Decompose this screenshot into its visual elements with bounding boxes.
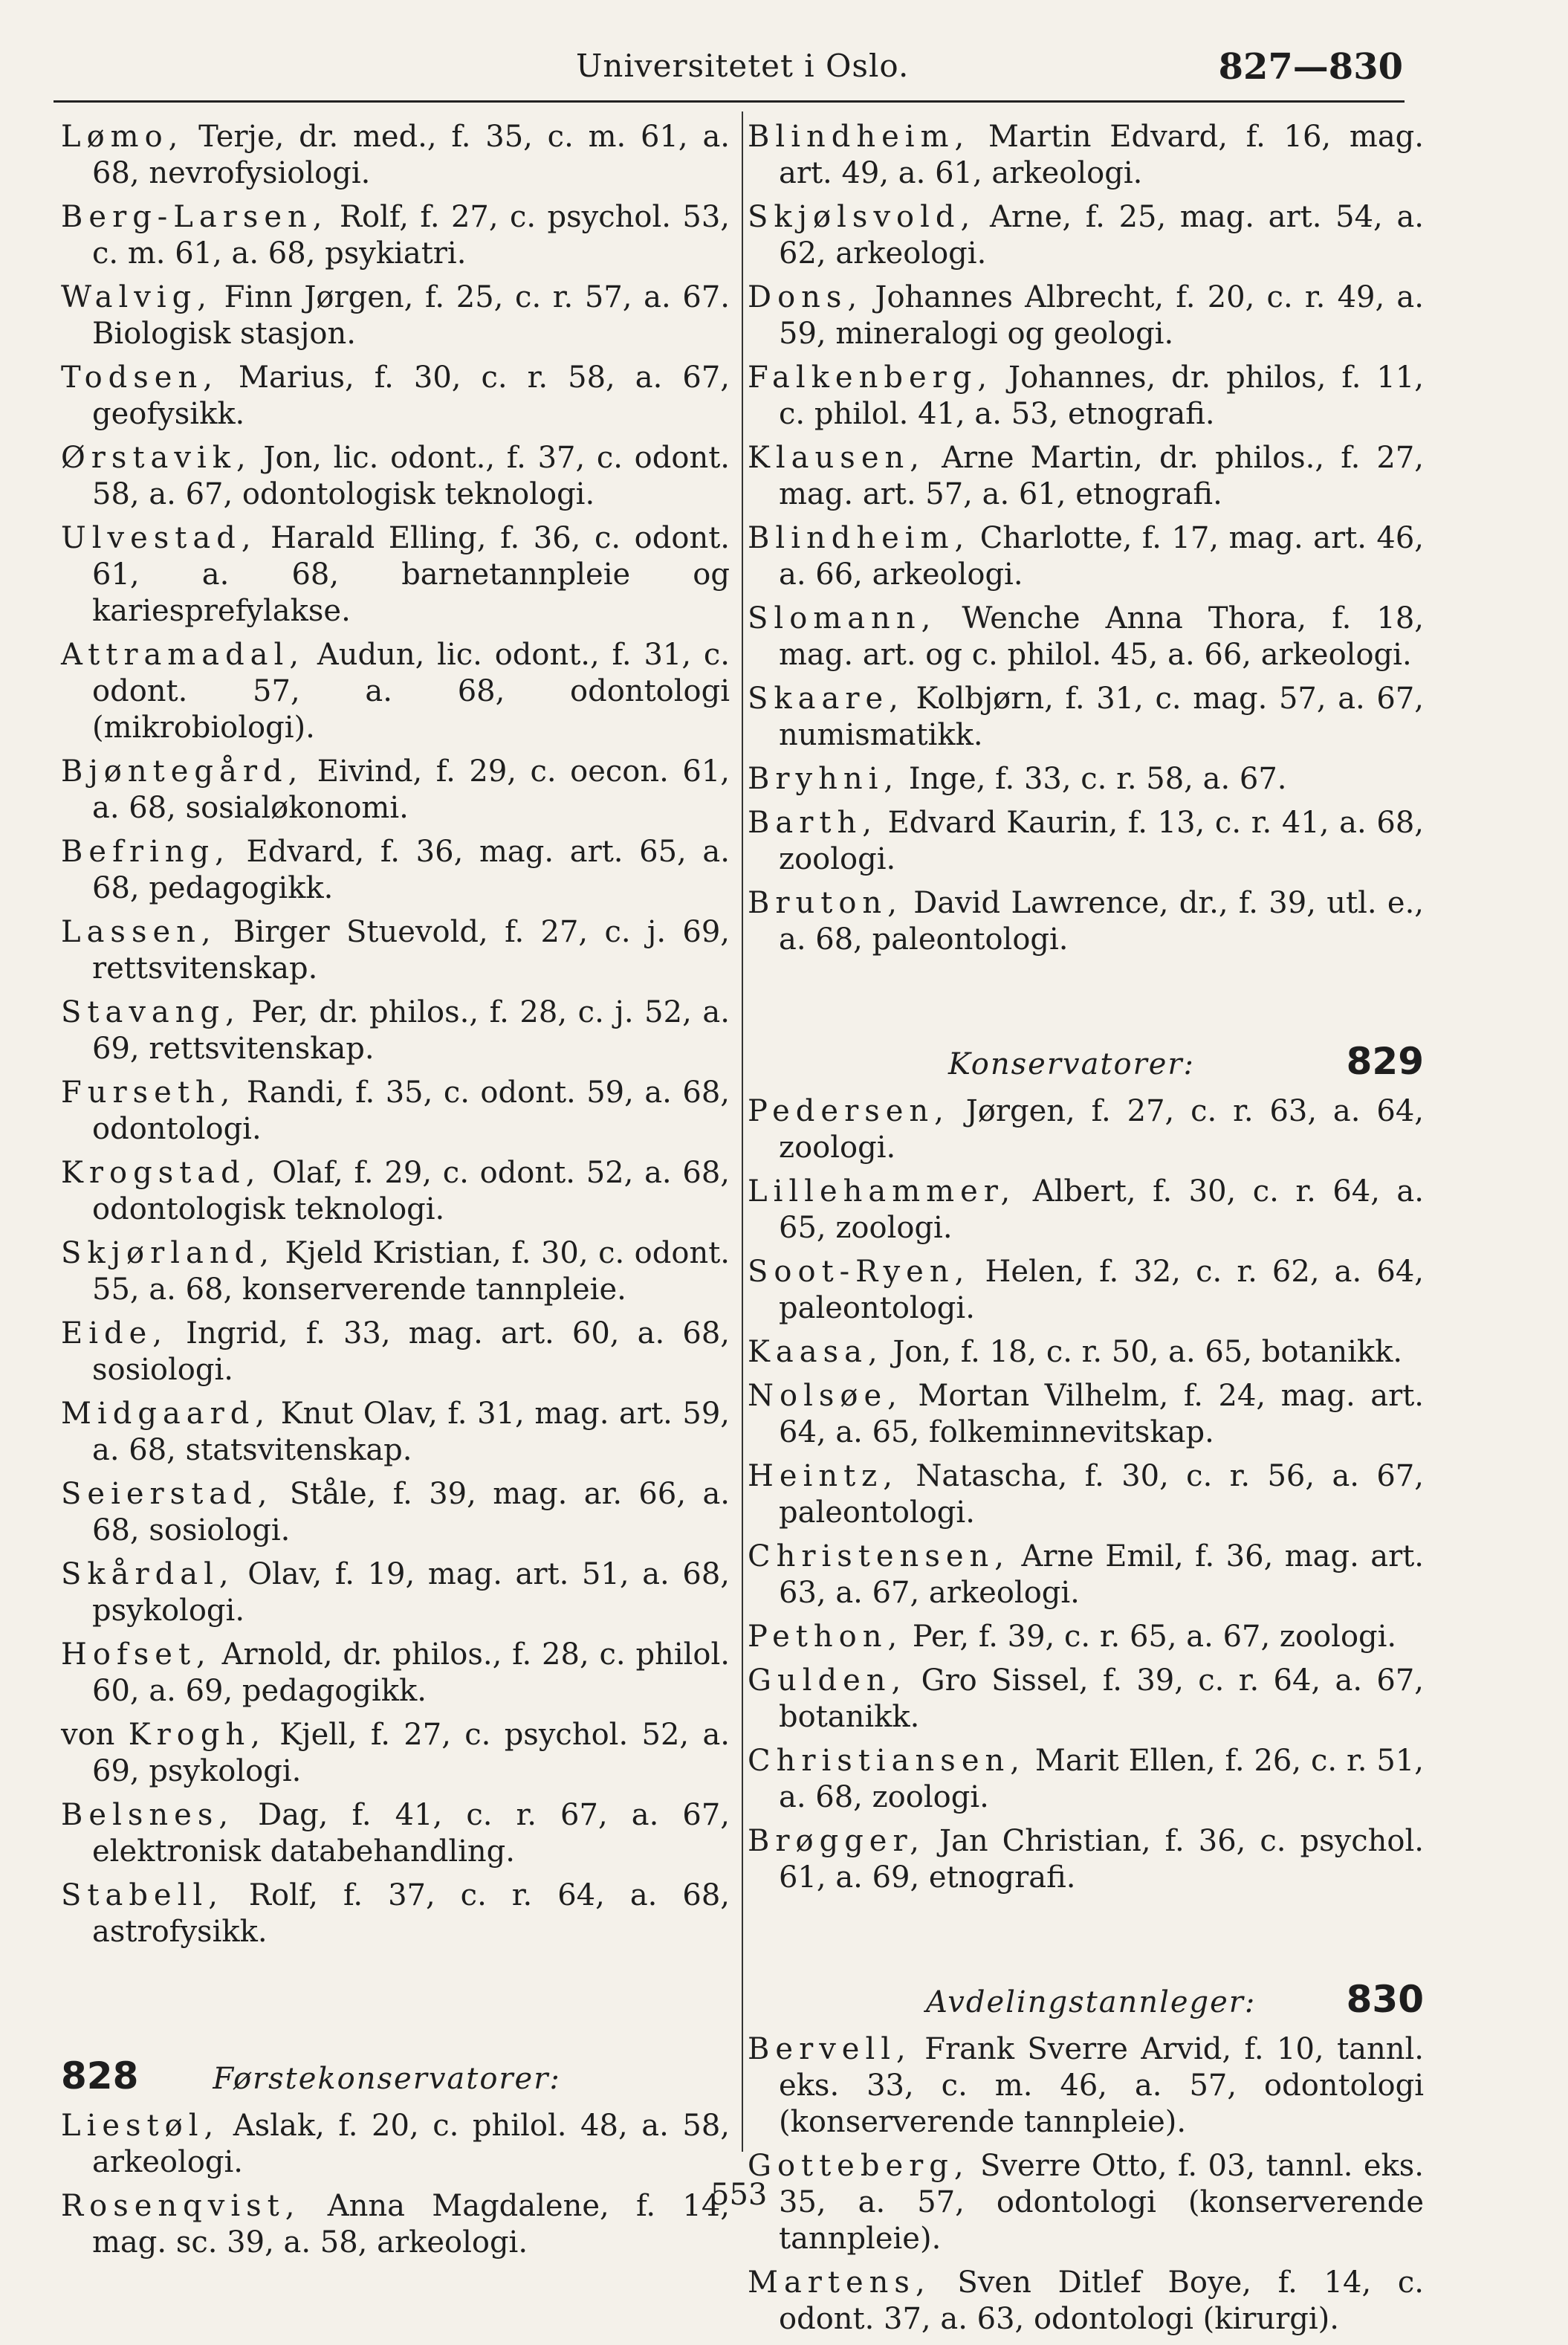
directory-entry <box>748 119 1424 192</box>
surname: Nolsøe, <box>748 1379 903 1413</box>
entry-details: Johannes, dr. philos, f. 11, c. philol. 41, a. 53, etnografi. <box>779 360 1424 431</box>
surname: Blindheim, <box>748 521 971 555</box>
surname: Eide, <box>61 1316 168 1351</box>
entry-details: Arne Martin, dr. philos., f. 27, mag. art. 57, a. 61, etnografi. <box>779 441 1425 511</box>
right-column <box>748 119 1424 2345</box>
surname: Blindheim, <box>748 120 971 154</box>
section-title: Konservatorer: <box>948 1047 1195 1081</box>
running-head: Universitetet i Oslo. <box>576 48 910 84</box>
directory-entry <box>61 637 730 746</box>
entry-details: Kjell, f. 27, c. psychol. 52, a. 69, psykologi. <box>92 1718 730 1788</box>
entry-details: Gro Sissel, f. 39, c. r. 64, a. 67, botanikk. <box>779 1663 1424 1734</box>
surname: Bervell, <box>748 2032 912 2066</box>
directory-entry <box>748 1619 1424 1655</box>
directory-entry <box>61 754 730 827</box>
entry-details: Eivind, f. 29, c. oecon. 61, a. 68, sosialøkonomi. <box>92 754 730 825</box>
entry-details: Harald Elling, f. 36, c. odont. 61, a. 68, barnetannpleie og kariesprefylakse. <box>92 521 730 628</box>
directory-entry <box>748 2031 1424 2141</box>
surname: Liestøl, <box>61 2109 220 2143</box>
directory-entry <box>61 1797 730 1870</box>
left-column <box>61 119 730 2268</box>
section-number: 829 <box>1346 1040 1424 1083</box>
directory-entry <box>61 199 730 272</box>
section-title: Avdelingstannleger: <box>926 1985 1257 2019</box>
directory-entry <box>748 1663 1424 1736</box>
surname: Gulden, <box>748 1663 907 1698</box>
surname: Pethon, <box>748 1620 904 1654</box>
section-title: Førstekonservatorer: <box>213 2062 561 2096</box>
directory-entry <box>61 1316 730 1388</box>
entry-details: David Lawrence, dr., f. 39, utl. e., a. 68, paleontologi. <box>779 886 1425 957</box>
directory-entry <box>61 440 730 513</box>
surname: Klausen, <box>748 441 925 475</box>
directory-entry <box>61 1155 730 1228</box>
surname: Lømo, <box>61 120 184 154</box>
directory-entry <box>61 914 730 987</box>
surname: Skjørland, <box>61 1236 275 1270</box>
surname: Christiansen, <box>748 1744 1026 1778</box>
surname: Midgaard, <box>61 1397 271 1431</box>
directory-entry <box>61 1877 730 1950</box>
directory-entry <box>748 1743 1424 1816</box>
surname: Martens, <box>748 2265 931 2300</box>
directory-entry <box>61 834 730 907</box>
surname: Barth, <box>748 806 878 840</box>
directory-entry <box>61 1396 730 1469</box>
surname: Falkenberg, <box>748 360 994 395</box>
entry-details: Jon, lic. odont., f. 37, c. odont. 58, a. 67, odontologisk teknologi. <box>92 441 730 511</box>
entry-details: Arne Emil, f. 36, mag. art. 63, a. 67, arkeologi. <box>779 1539 1424 1610</box>
surname: Attramadal, <box>61 638 305 672</box>
entry-details: Arne, f. 25, mag. art. 54, a. 62, arkeologi. <box>779 200 1425 271</box>
entry-details: Marit Ellen, f. 26, c. r. 51, a. 68, zoologi. <box>779 1744 1424 1814</box>
entry-details: Sverre Otto, f. 03, tannl. eks. 35, a. 57, odontologi (konserverende tannpleie). <box>779 2149 1424 2256</box>
directory-entry <box>61 279 730 352</box>
surname: Stavang, <box>61 995 241 1029</box>
directory-entry <box>61 1556 730 1629</box>
entry-details: Wenche Anna Thora, f. 18, mag. art. og c. philol. 45, a. 66, arkeologi. <box>779 601 1425 672</box>
directory-entry <box>61 1637 730 1710</box>
directory-entry <box>748 1823 1424 1896</box>
surname: Skjølsvold, <box>748 200 976 234</box>
directory-entry <box>748 1334 1424 1371</box>
entry-details: Aslak, f. 20, c. philol. 48, a. 58, arkeologi. <box>92 2109 730 2179</box>
surname: Krogstad, <box>61 1156 262 1190</box>
directory-entry <box>748 279 1424 352</box>
entry-details: Per, f. 39, c. r. 65, a. 67, zoologi. <box>912 1620 1397 1654</box>
surname: Belsnes, <box>61 1798 235 1832</box>
left-entries <box>61 119 730 1950</box>
entry-details: Olav, f. 19, mag. art. 51, a. 68, psykologi. <box>92 1557 730 1628</box>
right-entries <box>748 119 1424 958</box>
surname: Bruton, <box>748 886 903 920</box>
entry-details: Terje, dr. med., f. 35, c. m. 61, a. 68, nevrofysiologi. <box>92 120 730 190</box>
entry-details: Knut Olav, f. 31, mag. art. 59, a. 68, statsvitenskap. <box>92 1397 730 1467</box>
surname: Walvig, <box>61 280 213 314</box>
header-rule <box>54 100 1405 103</box>
entry-details: Jan Christian, f. 36, c. psychol. 61, a. 69, etnografi. <box>779 1824 1425 1895</box>
entry-details: Mortan Vilhelm, f. 24, mag. art. 64, a. 65, folkeminnevitskap. <box>779 1379 1424 1449</box>
surname: Bryhni, <box>748 762 900 796</box>
directory-entry <box>61 1476 730 1549</box>
entry-details: Rolf, f. 27, c. psychol. 53, c. m. 61, a. 68, psykiatri. <box>92 200 730 271</box>
directory-entry <box>748 2148 1424 2257</box>
section-828-entries <box>61 2108 730 2261</box>
entry-details: Frank Sverre Arvid, f. 10, tannl. eks. 33, c. m. 46, a. 57, odontologi (konserverende tannpleie). <box>779 2032 1425 2139</box>
section-header-829 <box>748 1040 1424 1083</box>
entry-details: Jørgen, f. 27, c. r. 63, a. 64, zoologi. <box>779 1094 1424 1165</box>
directory-entry <box>748 520 1424 593</box>
directory-entry <box>748 1539 1424 1611</box>
directory-entry <box>748 601 1424 673</box>
entry-details: Ståle, f. 39, mag. ar. 66, a. 68, sosiologi. <box>92 1477 730 1547</box>
surname: Ulvestad, <box>61 521 257 555</box>
surname: Berg-Larsen, <box>61 200 328 234</box>
directory-entry <box>61 1075 730 1148</box>
section-header-828 <box>61 2054 730 2097</box>
entry-details: Inge, f. 33, c. r. 58, a. 67. <box>908 762 1287 796</box>
surname: Todsen, <box>61 360 218 395</box>
entry-details: Johannes Albrecht, f. 20, c. r. 49, a. 59, mineralogi og geologi. <box>779 280 1424 351</box>
surname: Soot-Ryen, <box>748 1255 971 1289</box>
surname: Lassen, <box>61 915 217 949</box>
directory-entry <box>61 2188 730 2261</box>
section-range: 827—830 <box>1218 46 1403 88</box>
section-number: 828 <box>61 2054 139 2097</box>
entry-details: Edvard Kaurin, f. 13, c. r. 41, a. 68, zoologi. <box>779 806 1424 876</box>
surname: Brøgger, <box>748 1824 925 1858</box>
surname: Ørstavik, <box>61 441 252 475</box>
surname: Kaasa, <box>748 1335 884 1369</box>
surname: Seierstad, <box>61 1477 273 1511</box>
surname: Heintz, <box>748 1459 898 1493</box>
directory-entry <box>61 520 730 630</box>
entry-details: Albert, f. 30, c. r. 64, a. 65, zoologi. <box>779 1174 1424 1245</box>
section-830-entries <box>748 2031 1424 2338</box>
directory-entry <box>748 2265 1424 2338</box>
surname: Krogh, <box>128 1718 266 1752</box>
directory-entry <box>61 1235 730 1308</box>
directory-entry <box>61 994 730 1067</box>
directory-entry <box>748 681 1424 754</box>
directory-entry <box>61 1717 730 1790</box>
surname: Skaare, <box>748 682 904 716</box>
name-prefix: von <box>61 1718 129 1752</box>
entry-details: Helen, f. 32, c. r. 62, a. 64, paleontologi. <box>779 1255 1424 1325</box>
entry-details: Charlotte, f. 17, mag. art. 46, a. 66, arkeologi. <box>779 521 1425 592</box>
surname: Stabell, <box>61 1878 224 1912</box>
section-number: 830 <box>1346 1978 1424 2021</box>
entry-details: Kjeld Kristian, f. 30, c. odont. 55, a. 68, konserverende tannpleie. <box>92 1236 730 1307</box>
section-header-830 <box>748 1978 1424 2021</box>
entry-details: Natascha, f. 30, c. r. 56, a. 67, paleontologi. <box>779 1459 1424 1530</box>
directory-entry <box>748 885 1424 958</box>
surname: Befring, <box>61 835 230 869</box>
entry-details: Finn Jørgen, f. 25, c. r. 57, a. 67. Biologisk stasjon. <box>92 280 730 351</box>
entry-details: Rolf, f. 37, c. r. 64, a. 68, astrofysikk. <box>92 1878 730 1949</box>
entry-details: Jon, f. 18, c. r. 50, a. 65, botanikk. <box>892 1335 1403 1369</box>
entry-details: Randi, f. 35, c. odont. 59, a. 68, odontologi. <box>92 1076 730 1146</box>
directory-entry <box>748 761 1424 798</box>
directory-entry <box>61 2108 730 2181</box>
surname: Hofset, <box>61 1637 212 1672</box>
entry-details: Anna Magdalene, f. 14, mag. sc. 39, a. 58, arkeologi. <box>92 2189 730 2260</box>
entry-details: Birger Stuevold, f. 27, c. j. 69, rettsvitenskap. <box>92 915 730 986</box>
surname: Bjøntegård, <box>61 754 304 789</box>
entry-details: Olaf, f. 29, c. odont. 52, a. 68, odontologisk teknologi. <box>92 1156 730 1226</box>
surname: Pedersen, <box>748 1094 950 1128</box>
surname: Dons, <box>748 280 864 314</box>
entry-details: Edvard, f. 36, mag. art. 65, a. 68, pedagogikk. <box>92 835 730 905</box>
directory-entry <box>61 119 730 192</box>
directory-entry <box>748 1093 1424 1166</box>
directory-entry <box>748 1254 1424 1327</box>
entry-details: Ingrid, f. 33, mag. art. 60, a. 68, sosiologi. <box>92 1316 730 1387</box>
entry-details: Sven Ditlef Boye, f. 14, c. odont. 37, a. 63, odontologi (kirurgi). <box>779 2265 1424 2336</box>
directory-entry <box>748 199 1424 272</box>
page-number: 553 <box>710 2178 768 2212</box>
entry-details: Per, dr. philos., f. 28, c. j. 52, a. 69, rettsvitenskap. <box>92 995 730 1066</box>
directory-entry <box>748 1378 1424 1451</box>
entry-details: Marius, f. 30, c. r. 58, a. 67, geofysikk. <box>92 360 730 431</box>
surname: Furseth, <box>61 1076 236 1110</box>
surname: Lillehammer, <box>748 1174 1017 1209</box>
entry-details: Martin Edvard, f. 16, mag. art. 49, a. 61, arkeologi. <box>779 120 1424 190</box>
entry-details: Arnold, dr. philos., f. 28, c. philol. 60, a. 69, pedagogikk. <box>92 1637 730 1708</box>
surname: Rosenqvist, <box>61 2189 301 2223</box>
entry-details: Kolbjørn, f. 31, c. mag. 57, a. 67, numismatikk. <box>779 682 1424 752</box>
directory-entry <box>748 1174 1424 1246</box>
column-divider <box>742 111 743 2152</box>
directory-entry <box>748 440 1424 513</box>
directory-entry <box>748 360 1424 433</box>
entry-details: Audun, lic. odont., f. 31, c. odont. 57, a. 68, odontologi (mikrobiologi). <box>92 638 730 745</box>
directory-entry <box>61 360 730 433</box>
directory-entry <box>748 1458 1424 1531</box>
directory-entry <box>748 805 1424 878</box>
section-829-entries <box>748 1093 1424 1896</box>
surname: Slomann, <box>748 601 937 635</box>
surname: Gotteberg, <box>748 2149 970 2183</box>
entry-details: Dag, f. 41, c. r. 67, a. 67, elektronisk databehandling. <box>92 1798 730 1869</box>
surname: Christensen, <box>748 1539 1010 1573</box>
surname: Skårdal, <box>61 1557 235 1591</box>
